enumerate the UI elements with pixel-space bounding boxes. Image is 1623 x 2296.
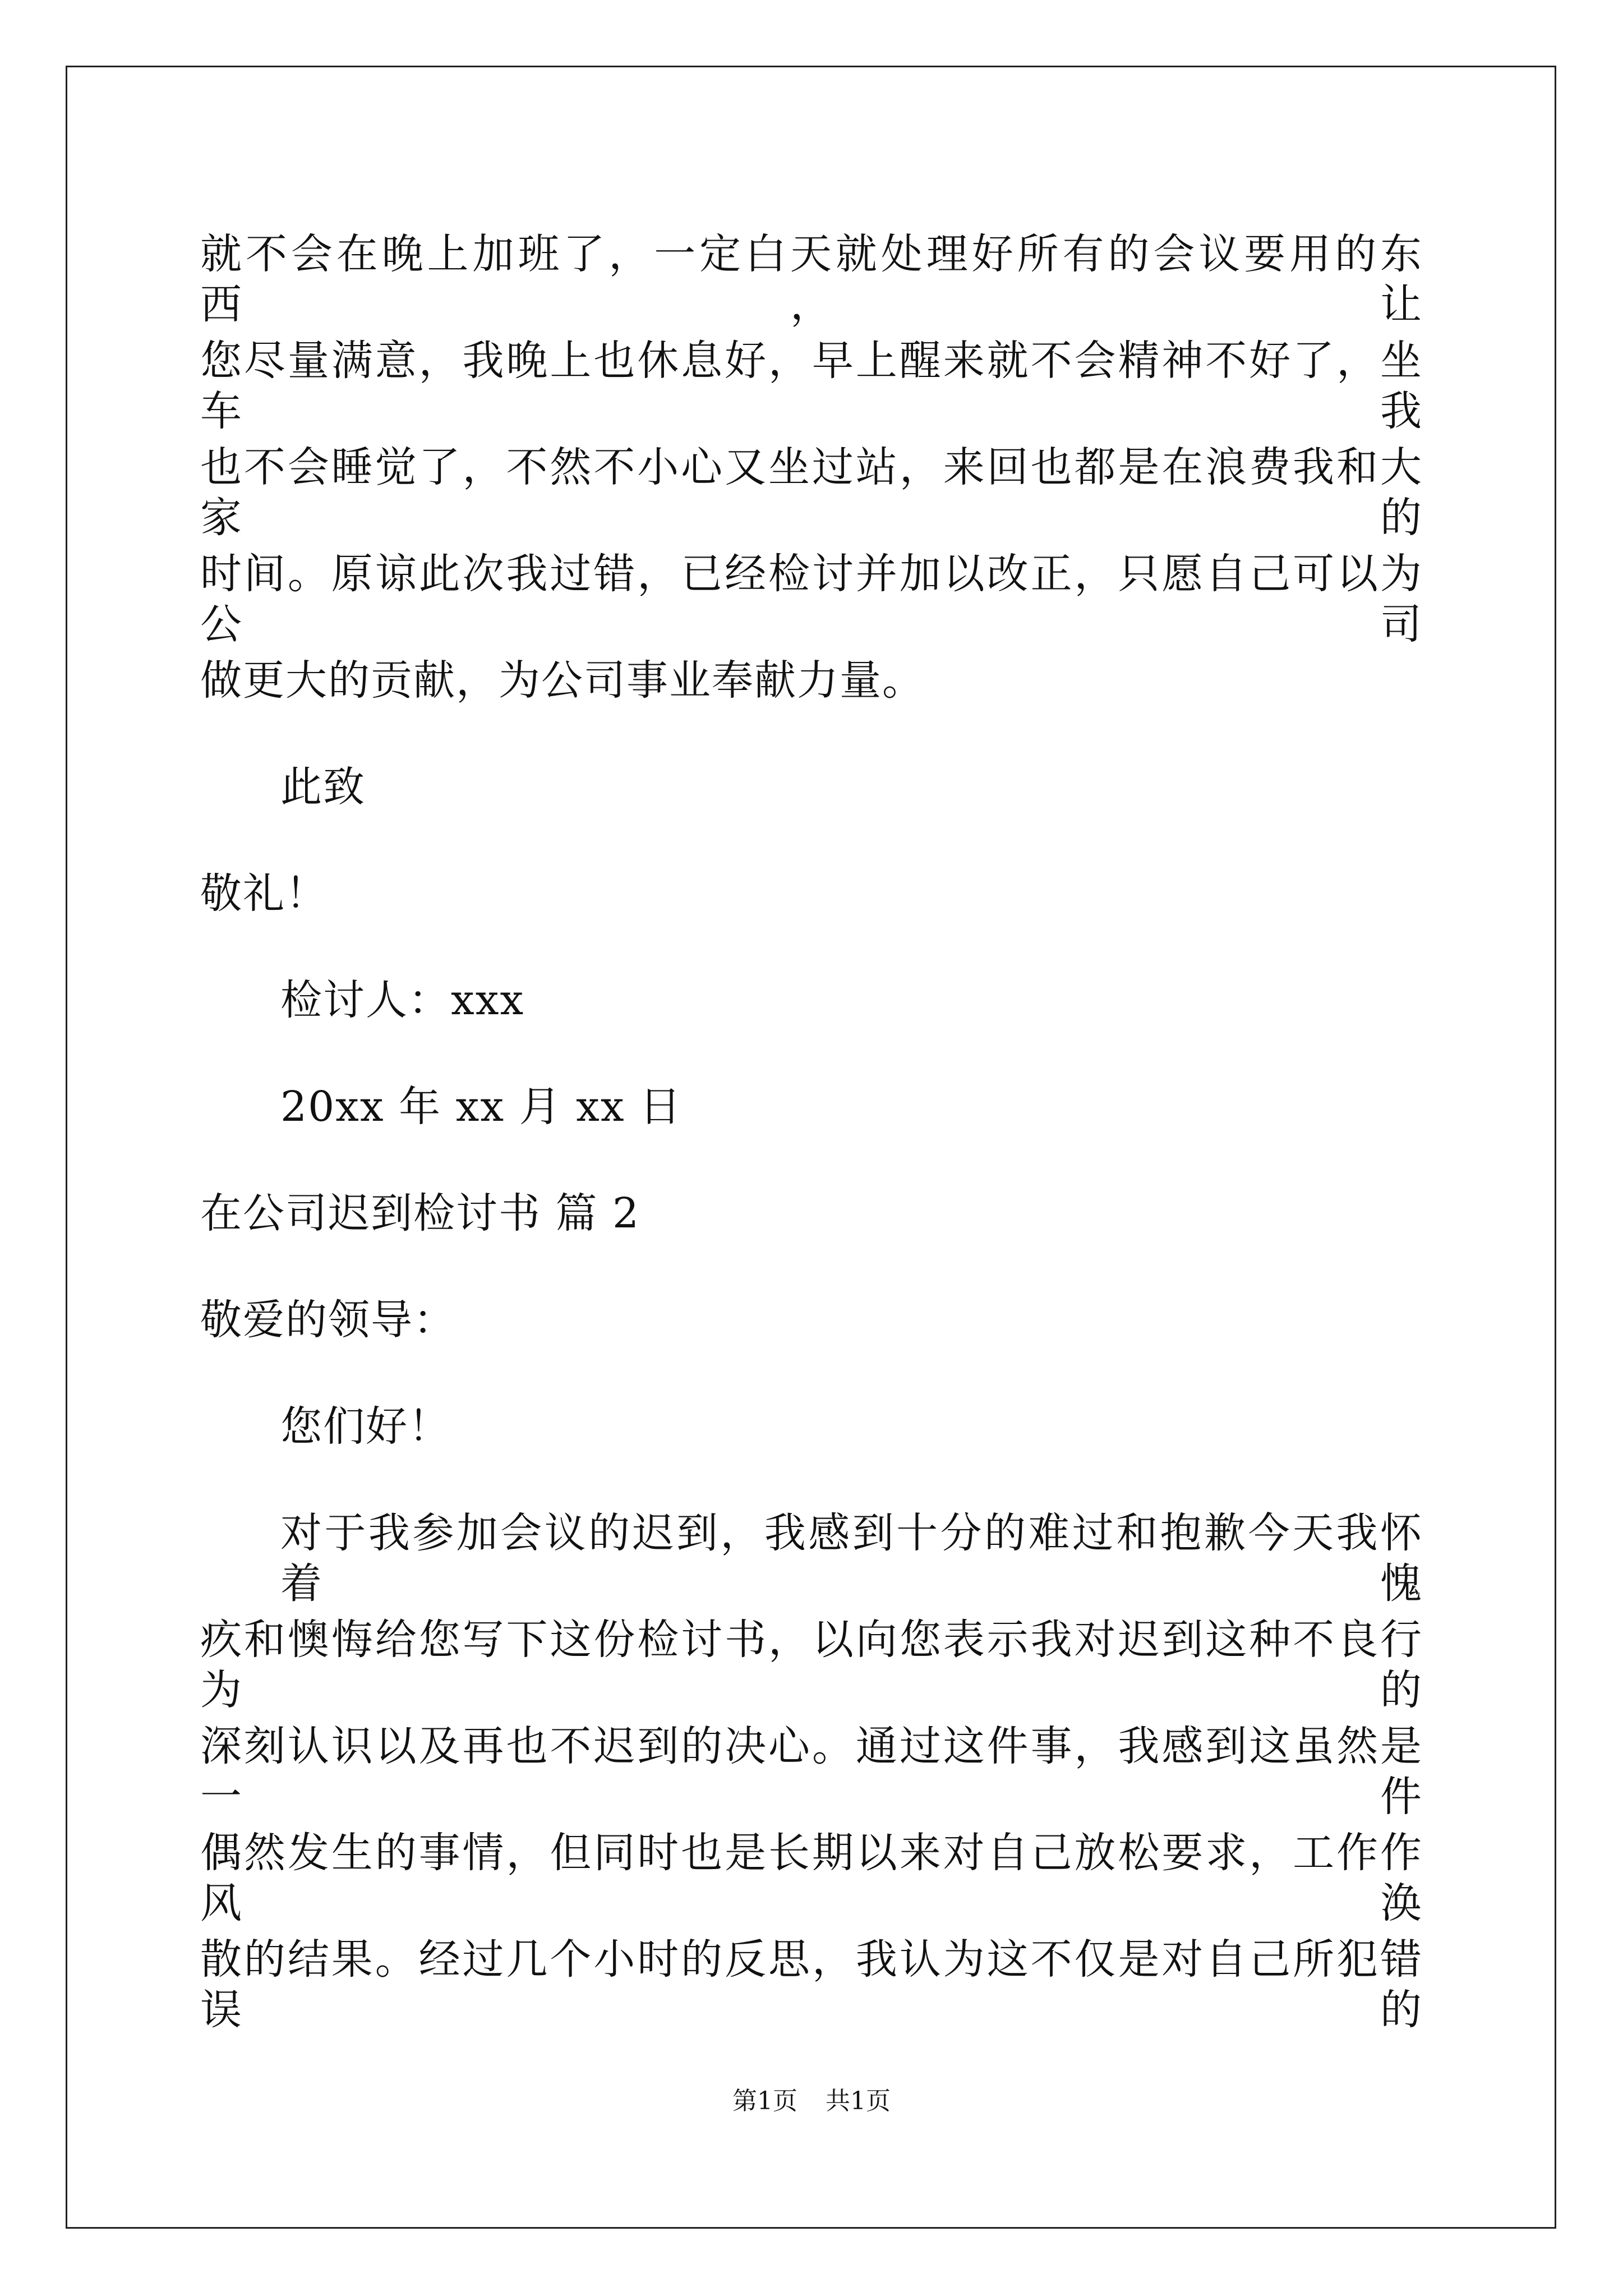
greeting-hello: 您们好！	[280, 1402, 451, 1451]
body-line-4: 时间。原谅此次我过错，已经检讨并加以改正，只愿自己可以为公司	[200, 550, 1423, 648]
section-title: 在公司迟到检讨书 篇 2	[200, 1189, 640, 1237]
page-total: 共1页	[826, 2087, 891, 2115]
greeting: 敬爱的领导：	[200, 1296, 456, 1344]
body2-line-5: 散的结果。经过几个小时的反思，我认为这不仅是对自己所犯错误的	[200, 1935, 1423, 2034]
body-line-5: 做更大的贡献，为公司事业奉献力量。	[200, 656, 925, 705]
body2-line-4: 偶然发生的事情，但同时也是长期以来对自己放松要求，工作作风涣	[200, 1829, 1423, 1927]
page-number: 第1页	[732, 2087, 797, 2115]
body-line-3: 也不会睡觉了，不然不小心又坐过站，来回也都是在浪费我和大家的	[200, 443, 1423, 542]
page-footer	[0, 2086, 1623, 2117]
closing-salutation: 此致	[280, 763, 366, 811]
date-line: 20xx 年 xx 月 xx 日	[280, 1083, 683, 1131]
body2-line-3: 深刻认识以及再也不迟到的决心。通过这件事，我感到这虽然是一件	[200, 1722, 1423, 1821]
body-line-2: 您尽量满意，我晚上也休息好，早上醒来就不会精神不好了，坐车我	[200, 337, 1423, 435]
closing-regards: 敬礼！	[200, 869, 328, 918]
body2-line-1: 对于我参加会议的迟到，我感到十分的难过和抱歉今天我怀着愧	[280, 1509, 1423, 1608]
body2-line-2: 疚和懊悔给您写下这份检讨书，以向您表示我对迟到这种不良行为的	[200, 1616, 1423, 1714]
body-line-1: 就不会在晚上加班了，一定白天就处理好所有的会议要用的东西，让	[200, 230, 1423, 329]
signature-line: 检讨人：xxx	[280, 976, 525, 1024]
